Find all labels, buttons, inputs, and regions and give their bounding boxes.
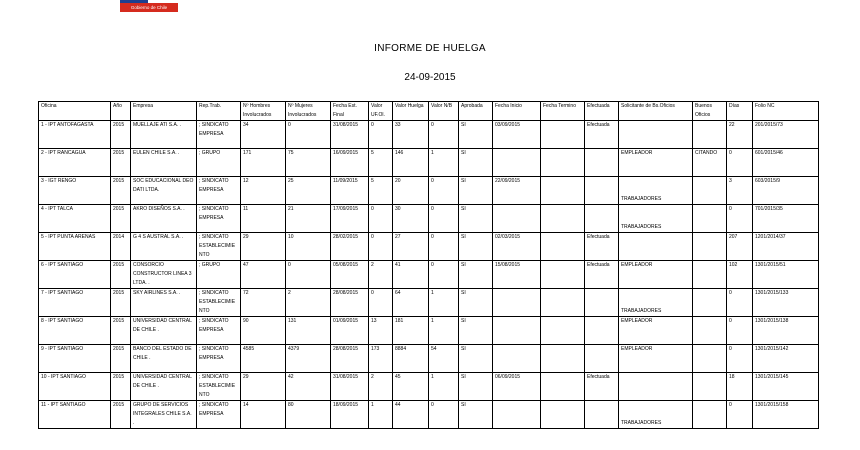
table-cell: 33: [393, 121, 429, 149]
table-row: [39, 121, 819, 149]
table-cell: TRABAJADORES: [619, 401, 693, 429]
table-cell: 54: [429, 345, 459, 373]
table-cell: 11: [241, 205, 286, 233]
table-cell: 80: [286, 401, 331, 429]
table-cell: 02/03/2015: [493, 233, 541, 261]
table-row: [39, 345, 819, 373]
table-cell: [693, 373, 727, 401]
table-cell: 45: [393, 373, 429, 401]
table-header-row: [39, 102, 819, 121]
table-cell: [693, 261, 727, 289]
table-cell: 22: [727, 121, 753, 149]
table-cell: 0: [369, 121, 393, 149]
table-cell: 3 - IGT RENGO: [39, 177, 111, 205]
logo-red-band: Gobierno de Chile: [120, 3, 178, 12]
table-cell: [493, 289, 541, 317]
table-cell: 41: [393, 261, 429, 289]
table-cell: 21: [286, 205, 331, 233]
column-header: Nº Hombres Involucrados: [241, 102, 286, 121]
table-cell: 11/09/2015: [331, 177, 369, 205]
table-cell: 4 - IPT TALCA: [39, 205, 111, 233]
table-cell: 05/08/2015: [331, 261, 369, 289]
table-cell: [541, 345, 585, 373]
table-cell: EMPLEADOR: [619, 345, 693, 373]
column-header: Nº Mujeres Involucrados: [286, 102, 331, 121]
table-cell: 3: [727, 177, 753, 205]
table-cell: 1 - IPT ANTOFAGASTA: [39, 121, 111, 149]
table-cell: 131: [286, 317, 331, 345]
table-cell: [541, 261, 585, 289]
column-header: Fecha Est. Final: [331, 102, 369, 121]
table-cell: 201/2015/73: [753, 121, 819, 149]
table-cell: [693, 121, 727, 149]
table-cell: 34: [241, 121, 286, 149]
table-cell: 28/08/2015: [331, 289, 369, 317]
table-cell: 2: [369, 373, 393, 401]
table-cell: 25: [286, 177, 331, 205]
table-cell: 0: [429, 233, 459, 261]
table-cell: [585, 401, 619, 429]
table-cell: 44: [393, 401, 429, 429]
table-cell: EMPLEADOR: [619, 261, 693, 289]
gobierno-logo: [120, 0, 178, 12]
column-header: Rep.Trab.: [197, 102, 241, 121]
table-cell: 6 - IPT SANTIAGO: [39, 261, 111, 289]
column-header: Valor N/B: [429, 102, 459, 121]
table-cell: EMPLEADOR: [619, 317, 693, 345]
table-cell: SI: [459, 373, 493, 401]
table-cell: ; SINDICATO ESTABLECIMIENTO: [197, 233, 241, 261]
table-cell: ; GRUPO: [197, 149, 241, 177]
column-header: Valor Huelga: [393, 102, 429, 121]
table-cell: 0: [727, 289, 753, 317]
table-row: [39, 205, 819, 233]
table-cell: [693, 289, 727, 317]
table-cell: 0: [369, 205, 393, 233]
table-cell: Efectuada: [585, 233, 619, 261]
table-cell: 18: [727, 373, 753, 401]
table-cell: 0: [429, 401, 459, 429]
table-row: [39, 317, 819, 345]
table-cell: 8884: [393, 345, 429, 373]
table-cell: 10: [286, 233, 331, 261]
table-cell: [619, 373, 693, 401]
table-cell: EMPLEADOR: [619, 149, 693, 177]
table-cell: [585, 289, 619, 317]
table-cell: 173: [369, 345, 393, 373]
table-cell: 28/02/2015: [331, 233, 369, 261]
table-cell: 1: [369, 401, 393, 429]
table-row: [39, 233, 819, 261]
table-cell: 1: [429, 373, 459, 401]
table-cell: EULEN CHILE S.A. .: [131, 149, 197, 177]
column-header: Buenos Oficios: [693, 102, 727, 121]
report-date: 24-09-2015: [404, 72, 456, 83]
table-cell: 31/08/2015: [331, 121, 369, 149]
table-cell: G 4 S AUSTRAL S.A. .: [131, 233, 197, 261]
table-cell: 102: [727, 261, 753, 289]
table-cell: 2015: [111, 121, 131, 149]
table-cell: 701/2015/35: [753, 205, 819, 233]
table-cell: 2015: [111, 289, 131, 317]
table-cell: [585, 177, 619, 205]
table-cell: 5: [369, 149, 393, 177]
table-cell: 5: [369, 177, 393, 205]
table-cell: ; SINDICATO EMPRESA: [197, 345, 241, 373]
table-cell: 2015: [111, 401, 131, 429]
table-cell: Efectuada: [585, 261, 619, 289]
table-cell: 10 - IPT SANTIAGO: [39, 373, 111, 401]
table-cell: [619, 121, 693, 149]
table-cell: 11 - IPT SANTIAGO: [39, 401, 111, 429]
table-cell: 2015: [111, 177, 131, 205]
table-cell: 207: [727, 233, 753, 261]
table-cell: 2015: [111, 345, 131, 373]
table-cell: 20: [393, 177, 429, 205]
table-cell: 13: [369, 317, 393, 345]
table-cell: 01/09/2015: [331, 317, 369, 345]
table-cell: [541, 121, 585, 149]
table-cell: [541, 373, 585, 401]
table-cell: SI: [459, 317, 493, 345]
table-cell: ; SINDICATO EMPRESA: [197, 121, 241, 149]
table-cell: 7 - IPT SANTIAGO: [39, 289, 111, 317]
table-cell: 603/2015/9: [753, 177, 819, 205]
table-cell: 64: [393, 289, 429, 317]
table-cell: ; SINDICATO EMPRESA: [197, 177, 241, 205]
column-header: Aprobada: [459, 102, 493, 121]
table-cell: TRABAJADORES: [619, 205, 693, 233]
table-cell: SI: [459, 261, 493, 289]
table-cell: SI: [459, 205, 493, 233]
table-cell: 15/08/2015: [493, 261, 541, 289]
table-cell: 9 - IPT SANTIAGO: [39, 345, 111, 373]
table-cell: 0: [286, 261, 331, 289]
column-header: Empresa: [131, 102, 197, 121]
table-cell: [585, 317, 619, 345]
table-cell: 4585: [241, 345, 286, 373]
table-cell: CONSORCIO CONSTRUCTOR LINEA 3 LTDA. .: [131, 261, 197, 289]
table-cell: [541, 401, 585, 429]
table-cell: 27: [393, 233, 429, 261]
table-cell: UNIVERSIDAD CENTRAL DE CHILE .: [131, 373, 197, 401]
table-cell: 28/08/2015: [331, 345, 369, 373]
table-cell: 4379: [286, 345, 331, 373]
table-cell: ; GRUPO: [197, 261, 241, 289]
table-cell: 29: [241, 373, 286, 401]
table-cell: [493, 401, 541, 429]
column-header: Fecha Termino: [541, 102, 585, 121]
table-cell: 2015: [111, 317, 131, 345]
table-cell: ; SINDICATO ESTABLECIMIENTO: [197, 373, 241, 401]
table-cell: [541, 149, 585, 177]
table-cell: 8 - IPT SANTIAGO: [39, 317, 111, 345]
table-cell: 2014: [111, 233, 131, 261]
column-header: Valor UF.Ol.: [369, 102, 393, 121]
table-cell: 181: [393, 317, 429, 345]
table-cell: ; SINDICATO ESTABLECIMIENTO: [197, 289, 241, 317]
table-cell: 1201/2014/37: [753, 233, 819, 261]
table-cell: 14: [241, 401, 286, 429]
table-cell: 2015: [111, 149, 131, 177]
table-cell: [493, 345, 541, 373]
table-cell: 0: [429, 177, 459, 205]
strike-report-table: [38, 101, 819, 429]
table-cell: SI: [459, 401, 493, 429]
table-cell: [693, 345, 727, 373]
table-row: [39, 149, 819, 177]
table-cell: 2015: [111, 261, 131, 289]
column-header: Oficina: [39, 102, 111, 121]
table-cell: [693, 233, 727, 261]
table-cell: ; SINDICATO EMPRESA: [197, 401, 241, 429]
table-row: [39, 373, 819, 401]
table-cell: 146: [393, 149, 429, 177]
table-cell: MUELLAJE ATI S.A. .: [131, 121, 197, 149]
table-cell: 0: [727, 317, 753, 345]
table-cell: SI: [459, 149, 493, 177]
table-row: [39, 289, 819, 317]
table-cell: 1301/2015/145: [753, 373, 819, 401]
table-cell: Efectuada: [585, 121, 619, 149]
column-header: Efectuada: [585, 102, 619, 121]
table-row: [39, 261, 819, 289]
column-header: Fecha Inicio: [493, 102, 541, 121]
table-cell: SI: [459, 345, 493, 373]
column-header: Días: [727, 102, 753, 121]
table-cell: 47: [241, 261, 286, 289]
table-row: [39, 177, 819, 205]
table-cell: [585, 345, 619, 373]
table-cell: [541, 177, 585, 205]
table-cell: 1301/2015/158: [753, 401, 819, 429]
table-cell: [693, 401, 727, 429]
table-cell: 1301/2015/142: [753, 345, 819, 373]
table-cell: CITANDO: [693, 149, 727, 177]
table-cell: SKY AIRLINES S.A. .: [131, 289, 197, 317]
table-cell: 1: [429, 289, 459, 317]
table-cell: 0: [727, 149, 753, 177]
table-cell: TRABAJADORES: [619, 289, 693, 317]
table-cell: [493, 317, 541, 345]
table-cell: BANCO DEL ESTADO DE CHILE .: [131, 345, 197, 373]
table-cell: 06/09/2015: [493, 373, 541, 401]
table-cell: 12: [241, 177, 286, 205]
table-cell: 1: [429, 317, 459, 345]
table-cell: SI: [459, 289, 493, 317]
table-cell: 30: [393, 205, 429, 233]
table-cell: 0: [369, 233, 393, 261]
table-cell: 31/08/2015: [331, 373, 369, 401]
table-row: [39, 401, 819, 429]
table-cell: 72: [241, 289, 286, 317]
table-cell: [619, 233, 693, 261]
table-cell: 0: [429, 205, 459, 233]
table-cell: 16/09/2015: [331, 149, 369, 177]
table-cell: 0: [429, 261, 459, 289]
table-cell: TRABAJADORES: [619, 177, 693, 205]
table-cell: 1: [429, 149, 459, 177]
table-cell: 0: [727, 345, 753, 373]
table-cell: [585, 205, 619, 233]
table-cell: [541, 289, 585, 317]
table-cell: 42: [286, 373, 331, 401]
table-cell: 1301/2015/138: [753, 317, 819, 345]
table-cell: [541, 317, 585, 345]
table-cell: 2015: [111, 373, 131, 401]
table-cell: 0: [286, 121, 331, 149]
table-cell: 0: [727, 401, 753, 429]
table-cell: SI: [459, 177, 493, 205]
table-cell: [493, 149, 541, 177]
table-cell: GRUPO DE SERVICIOS INTEGRALES CHILE S.A. .: [131, 401, 197, 429]
table-cell: SI: [459, 233, 493, 261]
table-cell: AKRO DISEÑOS S.A. .: [131, 205, 197, 233]
table-cell: 03/09/2015: [493, 121, 541, 149]
table-cell: 1301/2015/133: [753, 289, 819, 317]
table-cell: 5 - IPT PUNTA ARENAS: [39, 233, 111, 261]
table-cell: 2: [286, 289, 331, 317]
table-cell: [693, 205, 727, 233]
report-title: INFORME DE HUELGA: [374, 43, 486, 54]
table-cell: SI: [459, 121, 493, 149]
table-cell: 1301/2015/51: [753, 261, 819, 289]
table-cell: 601/2015/46: [753, 149, 819, 177]
table-cell: UNIVERSIDAD CENTRAL DE CHILE .: [131, 317, 197, 345]
table-cell: 18/09/2015: [331, 401, 369, 429]
table-cell: ; SINDICATO EMPRESA: [197, 317, 241, 345]
column-header: Año: [111, 102, 131, 121]
table-cell: 171: [241, 149, 286, 177]
table-cell: [493, 205, 541, 233]
table-cell: 75: [286, 149, 331, 177]
table-cell: Efectuada: [585, 373, 619, 401]
table-cell: 0: [369, 289, 393, 317]
table-cell: 17/09/2015: [331, 205, 369, 233]
table-cell: 0: [429, 121, 459, 149]
table-cell: [693, 317, 727, 345]
table-cell: 22/09/2015: [493, 177, 541, 205]
table-cell: 0: [727, 205, 753, 233]
table-cell: SOC EDUCACIONAL DEO DATI LTDA.: [131, 177, 197, 205]
table-cell: 2015: [111, 205, 131, 233]
table-cell: 29: [241, 233, 286, 261]
table-cell: ; SINDICATO EMPRESA: [197, 205, 241, 233]
table-cell: [693, 177, 727, 205]
table-cell: 2 - IPT RANCAGUA: [39, 149, 111, 177]
table-cell: [541, 233, 585, 261]
column-header: Folio NC: [753, 102, 819, 121]
table-cell: 2: [369, 261, 393, 289]
table-cell: [585, 149, 619, 177]
table-cell: [541, 205, 585, 233]
table-cell: 90: [241, 317, 286, 345]
column-header: Solicitante de Bs.Oficios: [619, 102, 693, 121]
